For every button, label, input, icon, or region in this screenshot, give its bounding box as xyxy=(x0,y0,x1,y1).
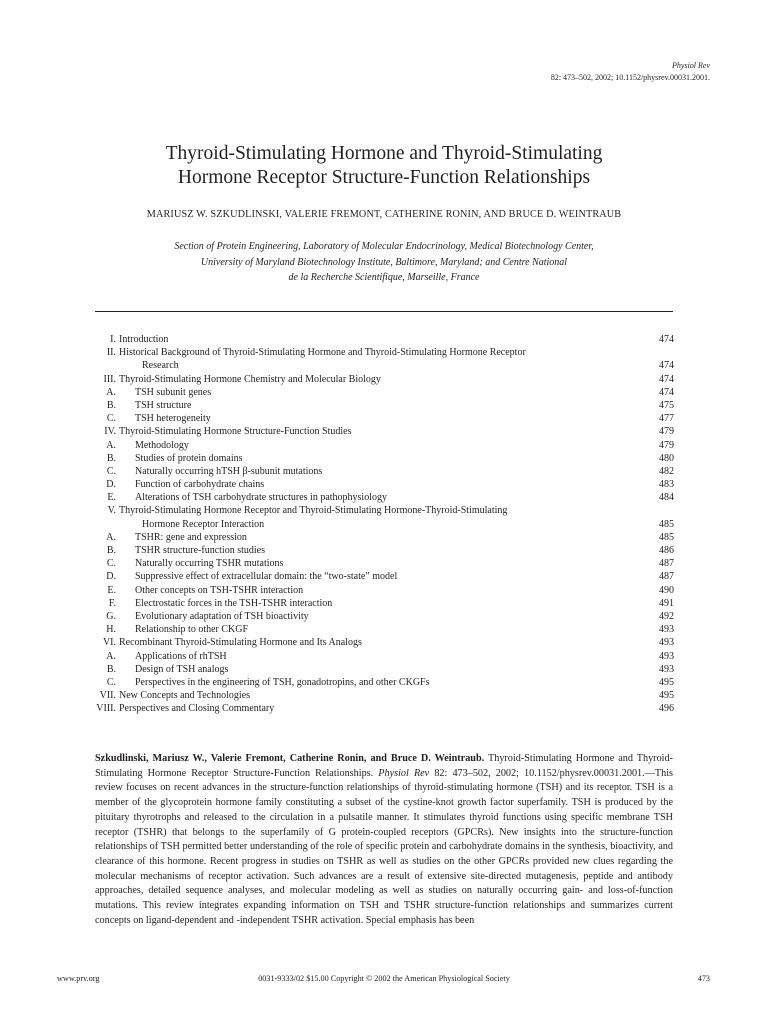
toc-entry-title: Other concepts on TSH-TSHR interaction xyxy=(135,584,304,596)
toc-entry xyxy=(0,439,768,452)
toc-entry-title: Applications of rhTSH xyxy=(135,650,227,662)
toc-entry xyxy=(0,386,768,399)
toc-entry-number: II. xyxy=(106,347,116,359)
article-title-line-1: Thyroid-Stimulating Hormone and Thyroid-Stimulating xyxy=(165,143,603,164)
toc-entry-page: 485 xyxy=(659,531,674,543)
toc-entry xyxy=(0,676,768,689)
toc-entry-number: E. xyxy=(107,492,116,504)
abstract-body: 82: 473–502, 2002; 10.1152/physrev.00031.2001.—This review focuses on recent advances in the structure-function relationships of thyroid-stimulating hormone (TSH) and its receptor. TSH is a member of the glycoprotein hormone family constituting a subset of the cystine-knot growth factor superfamily. TSH is produced by the pituitary thyrotrophs and released to the circulation in a pulsatile manner. It stimulates thyroid functions using specific membrane TSH receptor (TSHR) that belongs to the superfamily of G protein-coupled receptors (GPCRs). New insights into the structure-function relationships of TSH permitted better understanding of the role of specific protein and carbohydrate domains in the synthesis, bioactivity, and clearance of this hormone. Recent progress in studies on TSHR as well as studies on the other GPCRs provided new clues regarding the molecular mechanisms of receptor activation. Such advances are a result of extensive site-directed mutagenesis, peptide and antibody approaches, detailed sequence analyses, and molecular modeling as well as studies on naturally occurring gain- and loss-of-function mutations. This review integrates expanding information on TSH and TSHR structure-function relationships and summarizes current concepts on ligand-dependent and -independent TSHR activation. Special emphasis has been xyxy=(95,767,673,926)
toc-entry-page: 474 xyxy=(659,373,674,385)
toc-entry-page: 484 xyxy=(659,492,674,504)
toc-entry-title: Hormone Receptor Interaction xyxy=(142,518,265,530)
toc-entry xyxy=(0,333,768,346)
toc-entry-number: V. xyxy=(107,505,116,517)
abstract-article-title: Thyroid-Stimulating Hormone and Thyroid-Stimulating Hormone Receptor Structure-Function Relationships. xyxy=(95,753,673,779)
toc-entry xyxy=(0,452,768,465)
toc-entry-page: 490 xyxy=(659,584,674,596)
toc-entry-number: D. xyxy=(106,571,116,583)
toc-entry-page: 491 xyxy=(659,597,674,609)
toc-entry-page: 479 xyxy=(659,426,674,438)
toc-entry-number: A. xyxy=(106,531,116,543)
toc-entry-page: 474 xyxy=(659,334,674,345)
article-title-line-2: Hormone Receptor Structure-Function Relationships xyxy=(177,167,591,188)
toc-entry-page: 480 xyxy=(659,452,674,464)
toc-entry xyxy=(0,359,768,372)
toc-entry xyxy=(0,491,768,504)
toc-entry-number: C. xyxy=(106,558,116,570)
toc-entry-page: 487 xyxy=(659,558,674,570)
toc-entry-title: TSH heterogeneity xyxy=(135,413,211,425)
toc-entry xyxy=(0,373,768,386)
toc-entry-page: 474 xyxy=(659,360,674,372)
toc-entry-page: 495 xyxy=(659,690,674,702)
toc-entry-number: VIII. xyxy=(96,703,116,715)
toc-entry-title: Studies of protein domains xyxy=(135,452,243,464)
journal-citation: 82: 473–502, 2002; 10.1152/physrev.00031.2001. xyxy=(550,73,710,82)
toc-entry xyxy=(0,650,768,663)
toc-entry-page: 495 xyxy=(659,676,674,688)
toc-entry-page: 482 xyxy=(659,465,674,477)
toc-entry-number: E. xyxy=(107,584,116,596)
toc-entry xyxy=(0,584,768,597)
toc-entry xyxy=(0,597,768,610)
toc-entry-number: IV. xyxy=(104,426,116,438)
affiliation-line-2: University of Maryland Biotechnology Institute, Baltimore, Maryland; and Centre National xyxy=(200,256,568,268)
toc-entry-title: TSH structure xyxy=(135,399,192,411)
toc-entry xyxy=(0,663,768,676)
toc-entry-number: VI. xyxy=(102,637,116,649)
toc-entry-number: C. xyxy=(106,465,116,477)
toc-entry-title: TSHR: gene and expression xyxy=(135,531,247,543)
section-divider xyxy=(95,311,673,312)
toc-entry-title: Introduction xyxy=(119,334,169,345)
toc-entry-page: 492 xyxy=(659,610,674,622)
toc-entry-number: H. xyxy=(106,624,116,636)
toc-entry-page: 485 xyxy=(659,518,674,530)
toc-entry xyxy=(0,425,768,438)
abstract-journal: Physiol Rev xyxy=(378,767,430,779)
toc-entry-number: B. xyxy=(106,452,116,464)
toc-entry-page: 477 xyxy=(659,413,674,425)
toc-entry-number: F. xyxy=(108,597,116,609)
toc-entry-title: Naturally occurring hTSH β-subunit mutations xyxy=(135,465,323,477)
author-list: MARIUSZ W. SZKUDLINSKI, VALERIE FREMONT, CATHERINE RONIN, AND BRUCE D. WEINTRAUB xyxy=(146,209,622,220)
toc-entry-title: Evolutionary adaptation of TSH bioactivity xyxy=(135,610,309,622)
toc-entry-number: A. xyxy=(106,386,116,398)
toc-entry xyxy=(0,399,768,412)
toc-entry-page: 475 xyxy=(659,399,674,411)
toc-entry xyxy=(0,623,768,636)
toc-entry-number: VII. xyxy=(99,690,116,702)
toc-entry-page: 493 xyxy=(659,637,674,649)
toc-entry xyxy=(0,570,768,583)
toc-entry-page: 493 xyxy=(659,663,674,675)
toc-entry-title: Alterations of TSH carbohydrate structures in pathophysiology xyxy=(135,492,387,504)
footer-page-number: 473 xyxy=(697,974,710,983)
affiliation xyxy=(60,239,708,286)
toc-entry-number: G. xyxy=(106,610,116,622)
toc-entry xyxy=(0,702,768,715)
toc-entry-number: A. xyxy=(106,439,116,451)
toc-entry xyxy=(0,531,768,544)
toc-entry-number: I. xyxy=(110,334,116,345)
toc-entry-page: 493 xyxy=(659,624,674,636)
affiliation-line-1: Section of Protein Engineering, Laboratory of Molecular Endocrinology, Medical Biotechnology Center, xyxy=(174,241,594,252)
toc-entry-title: New Concepts and Technologies xyxy=(119,690,251,702)
toc-entry-title: Historical Background of Thyroid-Stimulating Hormone and Thyroid-Stimulating Hormone Receptor xyxy=(119,347,526,359)
toc-entry-number: C. xyxy=(106,676,116,688)
toc-entry-title: Relationship to other CKGF xyxy=(135,624,249,636)
journal-header xyxy=(551,60,710,84)
toc-entry-number: C. xyxy=(106,413,116,425)
toc-entry-title: Research xyxy=(142,360,179,372)
toc-entry xyxy=(0,689,768,702)
toc-entry-page: 479 xyxy=(659,439,674,451)
toc-entry-title: Perspectives and Closing Commentary xyxy=(119,703,275,715)
toc-entry-title: Perspectives in the engineering of TSH, gonadotropins, and other CKGFs xyxy=(135,676,430,688)
toc-entry-title: TSH subunit genes xyxy=(135,386,212,398)
footer-copyright: 0031-9333/02 $15.00 Copyright © 2002 the American Physiological Society xyxy=(258,974,510,983)
toc-entry xyxy=(0,504,768,517)
table-of-contents xyxy=(0,333,768,715)
footer-website-link[interactable]: www.prv.org xyxy=(57,974,100,983)
toc-entry-title: Design of TSH analogs xyxy=(135,663,229,675)
toc-entry xyxy=(0,346,768,359)
journal-name: Physiol Rev xyxy=(672,61,710,70)
toc-entry xyxy=(0,610,768,623)
toc-entry xyxy=(0,518,768,531)
toc-entry-number: A. xyxy=(106,650,116,662)
abstract-authors: Szkudlinski, Mariusz W., Valerie Fremont, Catherine Ronin, and Bruce D. Weintraub. xyxy=(95,753,485,764)
toc-entry-title: Thyroid-Stimulating Hormone Chemistry and Molecular Biology xyxy=(119,373,381,385)
article-title xyxy=(60,142,708,190)
toc-entry-page: 486 xyxy=(659,545,674,556)
toc-entry-title: Suppressive effect of extracellular domain: the “two-state” model xyxy=(135,571,398,583)
toc-entry xyxy=(0,544,768,557)
toc-entry-page: 483 xyxy=(659,479,674,491)
toc-entry-number: B. xyxy=(106,663,116,675)
toc-entry xyxy=(0,478,768,491)
toc-entry-title: Thyroid-Stimulating Hormone Receptor and Thyroid-Stimulating Hormone-Thyroid-Stimulating xyxy=(119,505,508,517)
toc-entry-page: 487 xyxy=(659,571,674,583)
toc-entry-number: B. xyxy=(106,545,116,556)
toc-entry-number: III. xyxy=(103,373,116,385)
toc-entry xyxy=(0,412,768,425)
toc-entry-title: Function of carbohydrate chains xyxy=(135,479,265,491)
toc-entry-page: 474 xyxy=(659,386,674,398)
toc-entry-page: 493 xyxy=(659,650,674,662)
toc-entry-title: Naturally occurring TSHR mutations xyxy=(135,558,284,570)
toc-entry-title: Methodology xyxy=(135,439,189,451)
toc-entry xyxy=(0,465,768,478)
toc-entry-title: Thyroid-Stimulating Hormone Structure-Function Studies xyxy=(119,426,352,438)
toc-entry-title: Recombinant Thyroid-Stimulating Hormone and Its Analogs xyxy=(119,637,362,649)
affiliation-line-3: de la Recherche Scientifique, Marseille, France xyxy=(288,272,480,283)
abstract-paragraph xyxy=(95,752,673,928)
toc-entry xyxy=(0,557,768,570)
toc-entry-page: 496 xyxy=(659,703,674,715)
toc-entry xyxy=(0,636,768,649)
toc-entry-title: Electrostatic forces in the TSH-TSHR interaction xyxy=(135,597,333,609)
toc-entry-number: D. xyxy=(106,479,116,491)
toc-entry-title: TSHR structure-function studies xyxy=(135,545,265,556)
toc-entry-number: B. xyxy=(106,399,116,411)
